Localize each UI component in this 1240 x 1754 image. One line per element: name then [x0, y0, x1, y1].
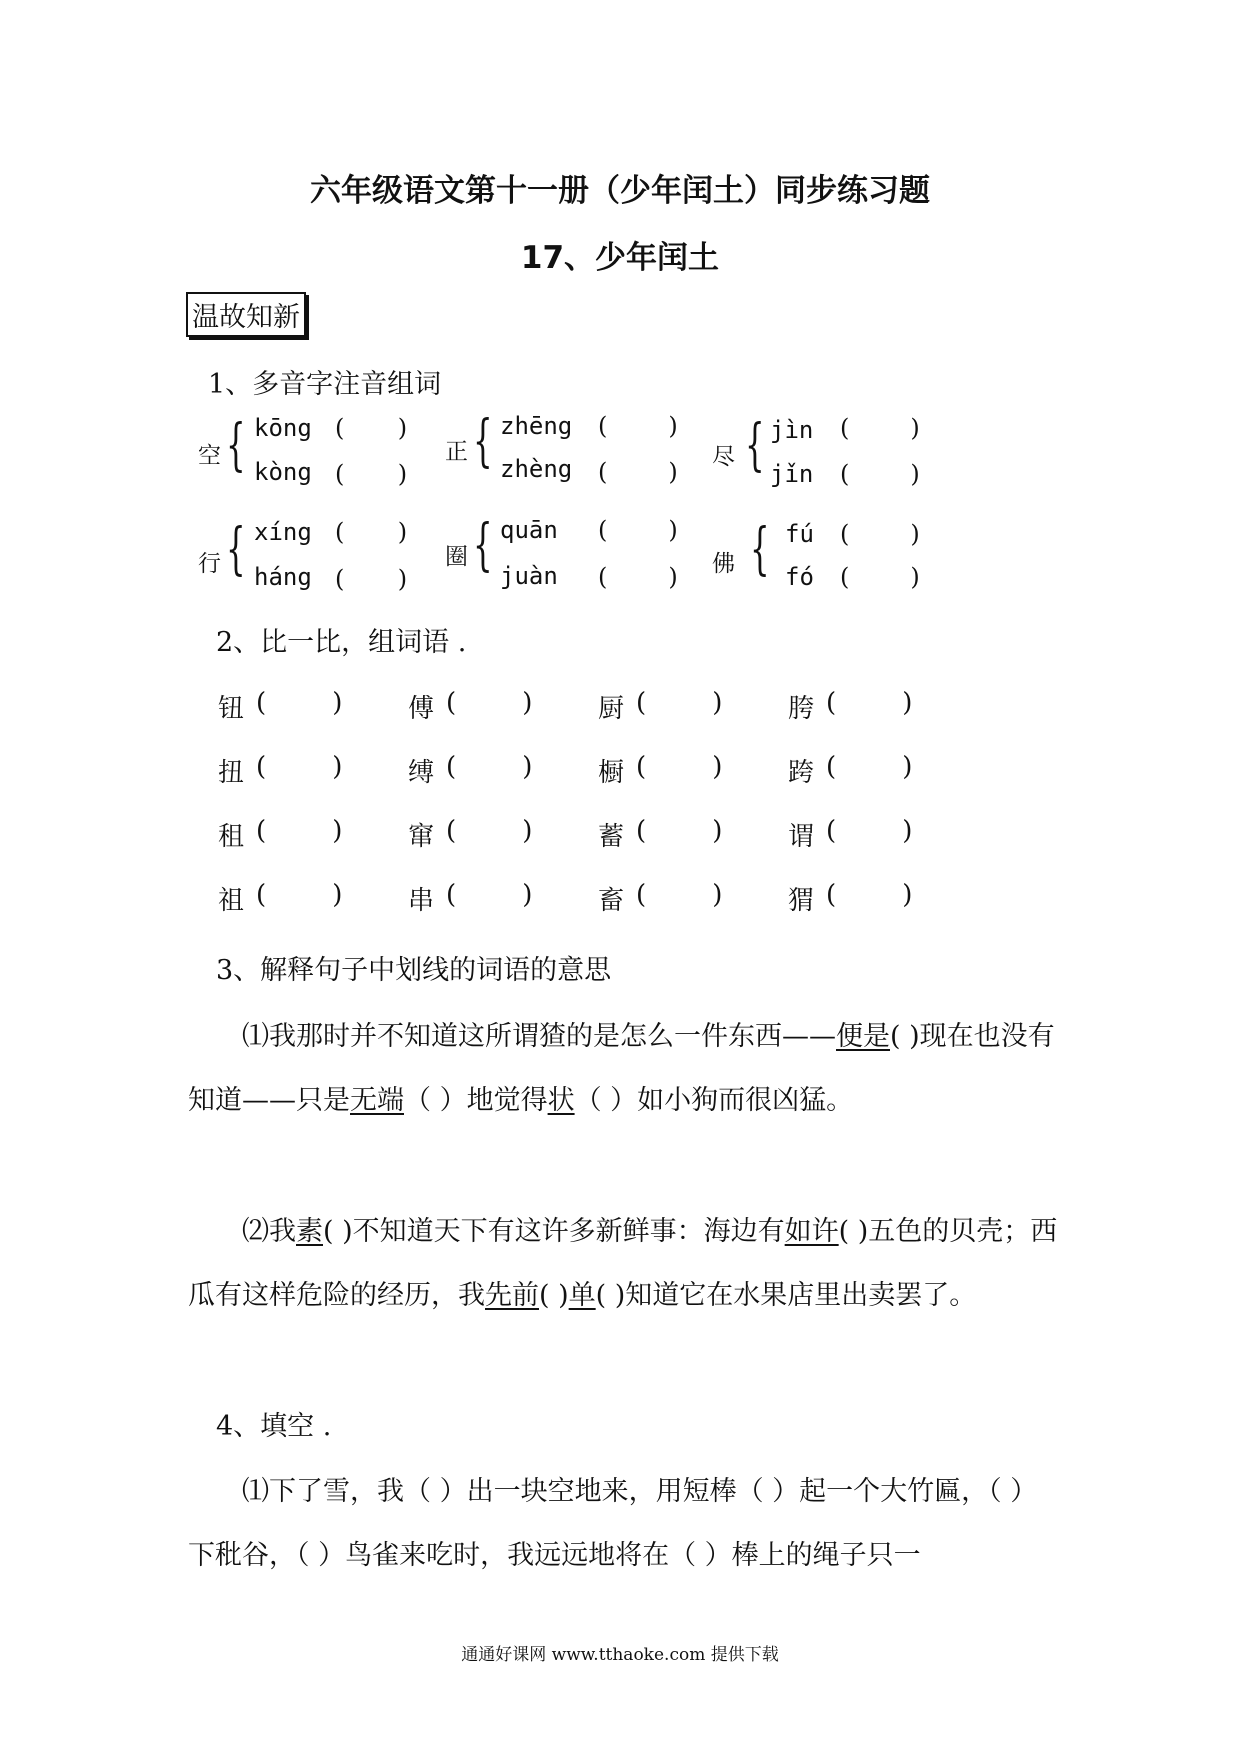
lesson-title: 17、少年闰土: [520, 240, 720, 276]
answer-blank[interactable]: ( ): [636, 880, 723, 910]
underlined-word: 单: [568, 1280, 596, 1311]
q3-text: ( )不知道天下有这许多新鲜事：海边有: [323, 1216, 785, 1247]
section-label: 温故知新: [186, 292, 306, 337]
q1-pinyin: zhēng: [500, 412, 573, 440]
q1-pinyin: fú: [785, 520, 814, 548]
q3-text: ( )知道它在水果店里出卖罢了。: [595, 1280, 977, 1311]
q2-char: 跨: [788, 758, 815, 788]
q2-char: 扭: [218, 758, 245, 788]
q2-char: 谓: [788, 822, 815, 852]
answer-blank[interactable]: ( ): [446, 816, 533, 846]
q1-char: 空: [198, 443, 221, 469]
q2-char: 橱: [598, 758, 625, 788]
answer-blank[interactable]: ( ): [446, 752, 533, 782]
answer-blank[interactable]: ( ): [598, 516, 678, 544]
q1-char: 尽: [712, 444, 735, 470]
q2-char: 祖: [218, 886, 245, 916]
answer-blank[interactable]: ( ): [636, 752, 723, 782]
q4-heading: 4、填空 .: [216, 1411, 332, 1442]
answer-blank[interactable]: ( ): [598, 458, 678, 486]
q1-pinyin: háng: [254, 563, 312, 591]
q1-pinyin: fó: [785, 563, 814, 591]
q2-char: 窜: [408, 822, 435, 852]
q1-pinyin: xíng: [254, 518, 312, 546]
q1-pinyin: quān: [500, 516, 558, 544]
answer-blank[interactable]: ( ): [446, 688, 533, 718]
q1-char: 佛: [712, 551, 735, 577]
brace-icon: {: [226, 517, 246, 582]
q3-text: （ ）地觉得: [404, 1085, 548, 1116]
answer-blank[interactable]: ( ): [636, 816, 723, 846]
answer-blank[interactable]: ( ): [840, 563, 920, 591]
brace-icon: {: [750, 517, 770, 582]
answer-blank[interactable]: ( ): [256, 688, 343, 718]
q2-char: 傅: [408, 694, 435, 724]
answer-blank[interactable]: ( ): [826, 688, 913, 718]
q1-pinyin: juàn: [500, 562, 558, 590]
document-title: 六年级语文第十一册（少年闰土）同步练习题: [310, 173, 930, 209]
q3-text: ⑵我: [242, 1216, 296, 1247]
q2-heading: 2、比一比，组词语 .: [216, 627, 467, 658]
answer-blank[interactable]: ( ): [256, 880, 343, 910]
q2-char: 串: [408, 886, 435, 916]
underlined-word: 素: [296, 1216, 323, 1247]
q3-text: （ ）如小狗而很凶猛。: [574, 1085, 854, 1116]
underlined-word: 便是: [836, 1021, 890, 1052]
answer-blank[interactable]: ( ): [840, 414, 920, 442]
q2-char: 租: [218, 822, 245, 852]
brace-icon: {: [473, 513, 493, 578]
q2-char: 猬: [788, 886, 815, 916]
q1-pinyin: jǐn: [770, 460, 814, 488]
brace-icon: {: [226, 413, 246, 478]
answer-blank[interactable]: ( ): [826, 816, 913, 846]
answer-blank[interactable]: ( ): [446, 880, 533, 910]
q2-char: 胯: [788, 694, 815, 724]
answer-blank[interactable]: ( ): [335, 518, 408, 546]
q1-pinyin: kòng: [254, 458, 312, 486]
answer-blank[interactable]: ( ): [826, 752, 913, 782]
q1-pinyin: kōng: [254, 414, 312, 442]
q2-char: 畜: [598, 886, 625, 916]
answer-blank[interactable]: ( ): [335, 565, 408, 593]
underlined-word: 无端: [350, 1085, 404, 1116]
answer-blank[interactable]: ( ): [826, 880, 913, 910]
q3-text: ( )现在也没有知道——只是: [188, 1021, 1055, 1116]
q2-char: 蓄: [598, 822, 625, 852]
q2-char: 厨: [598, 694, 625, 724]
answer-blank[interactable]: ( ): [335, 460, 408, 488]
q1-char: 圈: [445, 544, 468, 570]
answer-blank[interactable]: ( ): [636, 688, 723, 718]
q3-text: ( ): [539, 1280, 569, 1311]
q2-char: 钮: [218, 694, 245, 724]
footer-text: 通通好课网 www.tthaoke.com 提供下载: [461, 1645, 779, 1665]
brace-icon: {: [473, 409, 493, 474]
underlined-word: 先前: [485, 1280, 539, 1311]
q1-pinyin: jìn: [770, 416, 814, 444]
q3-heading: 3、解释句子中划线的词语的意思: [216, 955, 612, 986]
q2-char: 缚: [408, 758, 435, 788]
answer-blank[interactable]: ( ): [840, 460, 920, 488]
answer-blank[interactable]: ( ): [598, 412, 678, 440]
q1-heading: 1、多音字注音组词: [208, 369, 442, 400]
brace-icon: {: [745, 413, 765, 478]
answer-blank[interactable]: ( ): [598, 563, 678, 591]
q3-paragraph-1: [188, 1005, 1060, 1133]
answer-blank[interactable]: ( ): [840, 520, 920, 548]
underlined-word: 状: [547, 1085, 575, 1116]
q1-char: 正: [445, 439, 468, 465]
underlined-word: 如许: [784, 1216, 839, 1247]
answer-blank[interactable]: ( ): [256, 816, 343, 846]
q3-paragraph-2: [188, 1200, 1060, 1328]
answer-blank[interactable]: ( ): [335, 414, 408, 442]
q3-text: ⑴我那时并不知道这所谓猹的是怎么一件东西——: [242, 1021, 836, 1052]
q1-pinyin: zhèng: [500, 455, 573, 483]
q3-text: ( )五色的贝壳；西瓜有这样危险的经历，我: [188, 1216, 1058, 1311]
answer-blank[interactable]: ( ): [256, 752, 343, 782]
q1-char: 行: [198, 551, 221, 577]
q4-paragraph-1: ⑴下了雪，我（ ）出一块空地来，用短棒（ ）起一个大竹匾，（ ）下秕谷，（ ）鸟雀来吃时，我远远地将在（ ）棒上的绳子只一: [188, 1476, 1038, 1571]
